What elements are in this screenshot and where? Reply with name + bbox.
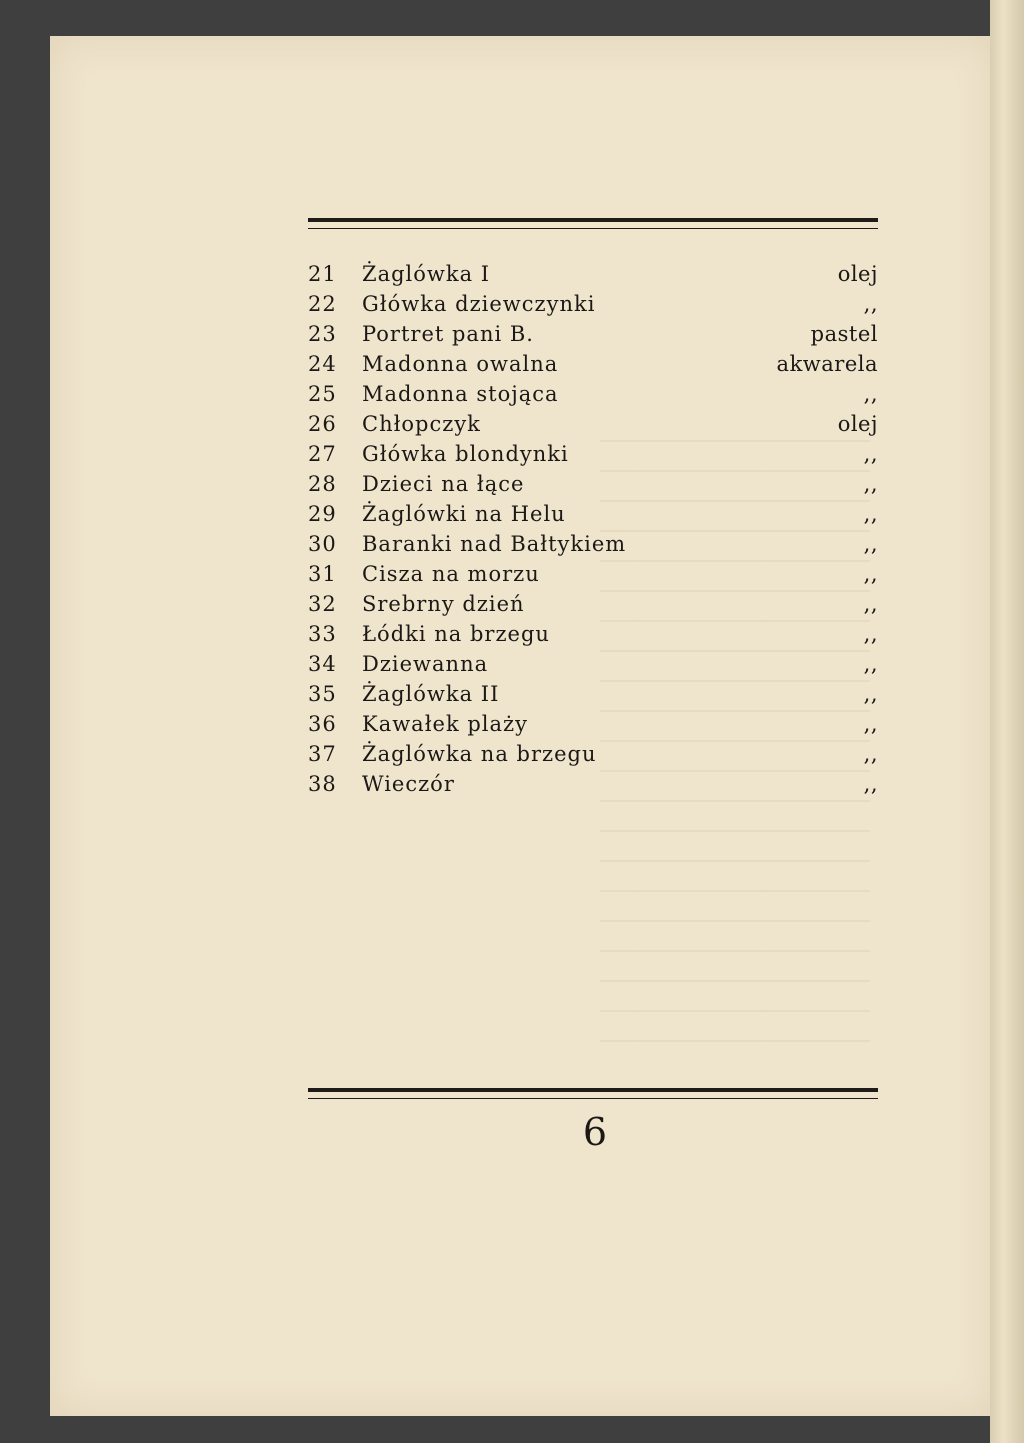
catalog-entry <box>0 502 1024 532</box>
entry-medium: ,, <box>863 502 878 526</box>
entry-number: 31 <box>308 562 337 586</box>
catalog-entry <box>0 592 1024 622</box>
entry-title: Srebrny dzień <box>362 592 525 616</box>
entry-medium: akwarela <box>776 352 878 376</box>
catalog-entry <box>0 652 1024 682</box>
entry-medium: ,, <box>863 772 878 796</box>
entry-title: Chłopczyk <box>362 412 481 436</box>
entry-medium: ,, <box>863 472 878 496</box>
bottom-double-rule <box>308 1088 878 1099</box>
entry-medium: ,, <box>863 682 878 706</box>
entry-title: Żaglówki na Helu <box>362 502 566 526</box>
entry-title: Baranki nad Bałtykiem <box>362 532 627 556</box>
entry-medium: ,, <box>863 532 878 556</box>
entry-number: 36 <box>308 712 337 736</box>
entry-number: 34 <box>308 652 337 676</box>
entry-number: 29 <box>308 502 337 526</box>
entry-title: Wieczór <box>362 772 455 796</box>
entry-number: 38 <box>308 772 337 796</box>
entry-medium: olej <box>837 412 878 436</box>
entry-medium: pastel <box>810 322 878 346</box>
entry-medium: ,, <box>863 562 878 586</box>
entry-title: Madonna owalna <box>362 352 559 376</box>
entry-number: 26 <box>308 412 337 436</box>
catalog-entry <box>0 352 1024 382</box>
entry-medium: ,, <box>863 382 878 406</box>
catalog-entry <box>0 472 1024 502</box>
entry-medium: ,, <box>863 592 878 616</box>
top-double-rule <box>308 218 878 229</box>
entry-medium: olej <box>837 262 878 286</box>
entry-number: 25 <box>308 382 337 406</box>
entry-title: Kawałek plaży <box>362 712 528 736</box>
entry-number: 28 <box>308 472 337 496</box>
entry-title: Żaglówka I <box>362 262 491 286</box>
entry-medium: ,, <box>863 622 878 646</box>
entry-title: Główka dziewczynki <box>362 292 596 316</box>
entry-number: 33 <box>308 622 337 646</box>
catalog-entry <box>0 772 1024 802</box>
entry-title: Łódki na brzegu <box>362 622 550 646</box>
catalog-entry <box>0 532 1024 562</box>
entry-medium: ,, <box>863 292 878 316</box>
entry-number: 27 <box>308 442 337 466</box>
entry-title: Żaglówka II <box>362 682 500 706</box>
catalog-entry <box>0 412 1024 442</box>
entry-medium: ,, <box>863 652 878 676</box>
catalog-entry <box>0 562 1024 592</box>
entry-number: 21 <box>308 262 337 286</box>
catalog-entry <box>0 382 1024 412</box>
entry-medium: ,, <box>863 442 878 466</box>
entry-title: Madonna stojąca <box>362 382 559 406</box>
entry-number: 23 <box>308 322 337 346</box>
entry-title: Dzieci na łące <box>362 472 525 496</box>
catalog-entry <box>0 322 1024 352</box>
entry-number: 35 <box>308 682 337 706</box>
catalog-entry <box>0 442 1024 472</box>
entry-number: 30 <box>308 532 337 556</box>
entry-title: Dziewanna <box>362 652 489 676</box>
entry-medium: ,, <box>863 742 878 766</box>
catalog-entry <box>0 742 1024 772</box>
catalog-entry <box>0 682 1024 712</box>
catalog-entry <box>0 292 1024 322</box>
entry-title: Żaglówka na brzegu <box>362 742 597 766</box>
catalog-entry <box>0 712 1024 742</box>
entry-title: Cisza na morzu <box>362 562 540 586</box>
entry-title: Główka blondynki <box>362 442 569 466</box>
catalog-entry <box>0 622 1024 652</box>
entry-number: 22 <box>308 292 337 316</box>
entry-number: 32 <box>308 592 337 616</box>
catalog-entry <box>0 262 1024 292</box>
entry-medium: ,, <box>863 712 878 736</box>
entry-number: 24 <box>308 352 337 376</box>
page-number: 6 <box>582 1110 608 1154</box>
entry-title: Portret pani B. <box>362 322 534 346</box>
entry-number: 37 <box>308 742 337 766</box>
